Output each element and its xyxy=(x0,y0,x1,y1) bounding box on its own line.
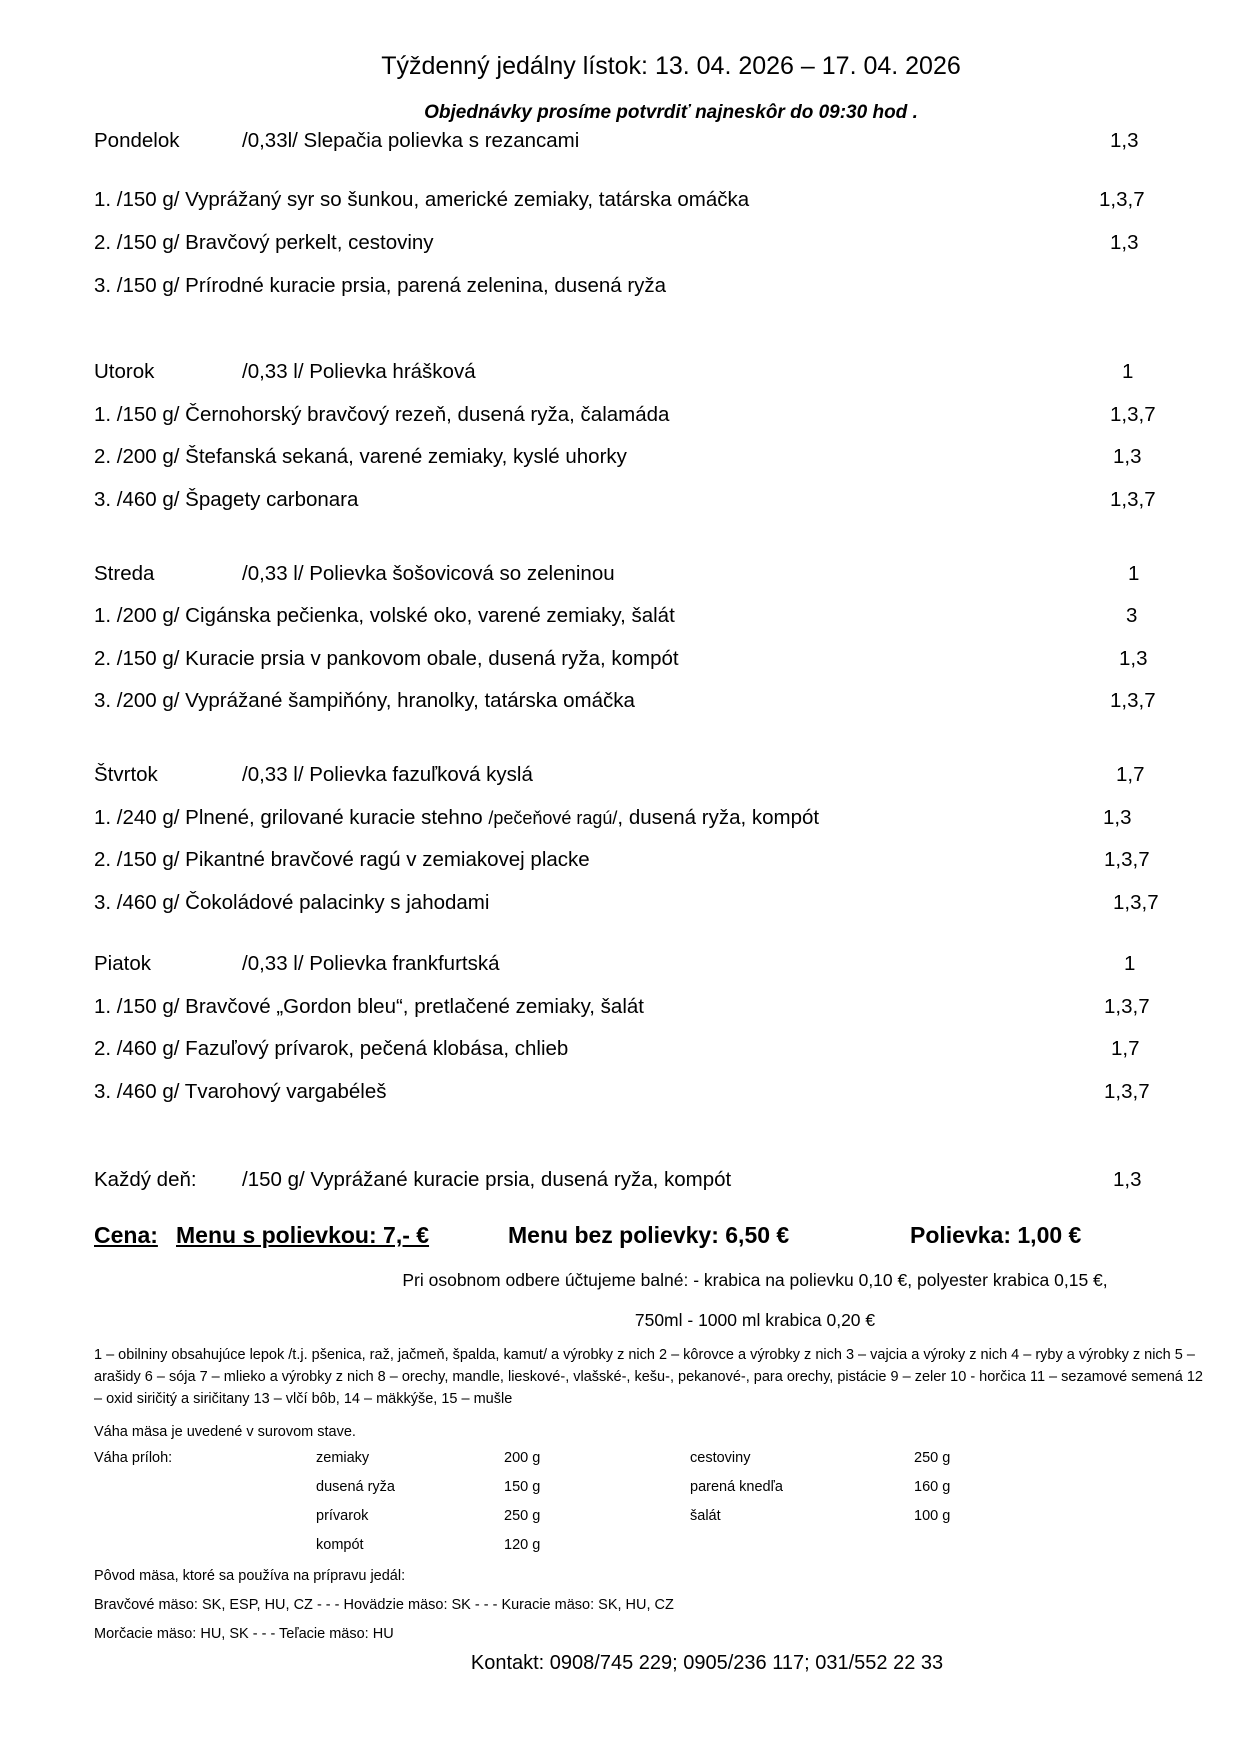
side-weight: 250 g xyxy=(914,1450,951,1466)
menu-item-text: 2. /150 g/ Pikantné bravčové ragú v zemiakovej placke xyxy=(94,848,590,871)
day-row-thursday xyxy=(0,760,1242,790)
side-weight: 120 g xyxy=(504,1537,541,1553)
menu-item-text-rest: , dusená ryža, kompót xyxy=(617,806,820,829)
price-soup: Polievka: 1,00 € xyxy=(910,1222,1082,1248)
menu-item-row xyxy=(0,1034,1242,1064)
menu-item-allergens: 1,3,7 xyxy=(1110,488,1156,511)
everyday-text: /150 g/ Vyprážané kuracie prsia, dusená ryža, kompót xyxy=(242,1168,732,1191)
allergens-legend: 1 – obilniny obsahujúce lepok /t.j. pšenica, raž, jačmeň, špalda, kamut/ a výrobky z nich 2 – kôrovce a výrobky z nich 3 – vajcia a výroky z nich 4 – ryby a výrobky z nich 5 – arašidy 6 – sója 7 – mlieko a výrobky z nich 8 – orechy, mandle, lieskové-, vlašské-, kešu-, pekanové-, para orechy, pistácie 9 – zeler 10 - horčica 11 – sezamové semená 12 – oxid siričitý a siričitany 13 – vlčí bôb, 14 – mäkkýše, 15 – mušle xyxy=(94,1347,1203,1407)
packaging-note-line1: Pri osobnom odbere účtujeme balné: - krabica na polievku 0,10 €, polyester krabica 0,15 €, xyxy=(402,1270,1108,1290)
page-title: Týždenný jedálny lístok: 13. 04. 2026 – 17. 04. 2026 xyxy=(381,52,961,80)
soup-allergens: 1 xyxy=(1122,360,1134,383)
menu-item-allergens: 1,3 xyxy=(1110,231,1139,254)
menu-item-allergens: 3 xyxy=(1126,604,1138,627)
menu-item-row xyxy=(0,442,1242,472)
day-name: Piatok xyxy=(94,952,151,975)
menu-item-allergens: 1,3,7 xyxy=(1099,188,1145,211)
side-weight: 160 g xyxy=(914,1479,951,1495)
side-weight: 200 g xyxy=(504,1450,541,1466)
meat-origin-line2: Morčacie mäso: HU, SK - - - Teľacie mäso: HU xyxy=(94,1626,394,1642)
meat-origin-line1: Bravčové mäso: SK, ESP, HU, CZ - - - Hovädzie mäso: SK - - - Kuracie mäso: SK, HU, CZ xyxy=(94,1597,674,1613)
menu-item-row xyxy=(0,888,1242,918)
soup-allergens: 1,3 xyxy=(1110,129,1139,152)
side-weight: 100 g xyxy=(914,1508,951,1524)
soup-text: /0,33l/ Slepačia polievka s rezancami xyxy=(242,129,580,152)
meat-weight-note: Váha mäsa je uvedené v surovom stave. xyxy=(94,1424,356,1440)
soup-allergens: 1 xyxy=(1128,562,1140,585)
packaging-note-line2: 750ml - 1000 ml krabica 0,20 € xyxy=(634,1310,876,1330)
meat-origin-title: Pôvod mäsa, ktoré sa používa na prípravu jedál: xyxy=(94,1568,406,1584)
menu-item-text-sauce: /pečeňové ragú/ xyxy=(488,808,618,828)
menu-item-row xyxy=(0,992,1242,1022)
menu-item-row xyxy=(0,803,1242,833)
menu-item-row xyxy=(0,485,1242,515)
side-weight: 150 g xyxy=(504,1479,541,1495)
menu-item-row xyxy=(0,845,1242,875)
side-name: cestoviny xyxy=(690,1450,751,1466)
menu-item-text: 3. /460 g/ Tvarohový vargabéleš xyxy=(94,1080,387,1103)
day-row-tuesday xyxy=(0,357,1242,387)
menu-item-row xyxy=(0,228,1242,258)
price-label: Cena: xyxy=(94,1222,158,1248)
day-name: Streda xyxy=(94,562,155,585)
soup-allergens: 1 xyxy=(1124,952,1136,975)
menu-item-text: 1. /200 g/ Cigánska pečienka, volské oko, varené zemiaky, šalát xyxy=(94,604,675,627)
everyday-label: Každý deň: xyxy=(94,1168,197,1191)
soup-text: /0,33 l/ Polievka fazuľková kyslá xyxy=(242,763,533,786)
menu-item-row xyxy=(0,644,1242,674)
soup-text: /0,33 l/ Polievka hrášková xyxy=(242,360,476,383)
day-row-wednesday xyxy=(0,559,1242,589)
menu-item-row xyxy=(0,1077,1242,1107)
menu-item-allergens: 1,3,7 xyxy=(1104,848,1150,871)
menu-item-text xyxy=(94,803,819,833)
side-name: parená knedľa xyxy=(690,1479,783,1495)
order-deadline-note: Objednávky prosíme potvrdiť najneskôr do 09:30 hod . xyxy=(424,102,918,123)
side-name: šalát xyxy=(690,1508,721,1524)
soup-text: /0,33 l/ Polievka frankfurtská xyxy=(242,952,500,975)
menu-item-allergens: 1,3,7 xyxy=(1104,995,1150,1018)
menu-item-allergens: 1,7 xyxy=(1111,1037,1140,1060)
menu-item-text: 2. /200 g/ Štefanská sekaná, varené zemiaky, kyslé uhorky xyxy=(94,445,627,468)
menu-item-text: 3. /150 g/ Prírodné kuracie prsia, parená zelenina, dusená ryža xyxy=(94,274,667,297)
menu-item-text: 1. /150 g/ Černohorský bravčový rezeň, dusená ryža, čalamáda xyxy=(94,403,670,426)
menu-item-text: 2. /150 g/ Bravčový perkelt, cestoviny xyxy=(94,231,434,254)
menu-item-allergens: 1,3,7 xyxy=(1110,689,1156,712)
menu-item-allergens: 1,3 xyxy=(1103,806,1132,829)
menu-item-allergens: 1,3,7 xyxy=(1113,891,1159,914)
menu-item-text: 3. /200 g/ Vyprážané šampiňóny, hranolky, tatárska omáčka xyxy=(94,689,635,712)
menu-item-allergens: 1,3,7 xyxy=(1104,1080,1150,1103)
side-name: zemiaky xyxy=(316,1450,370,1466)
day-name: Utorok xyxy=(94,360,155,383)
day-name: Pondelok xyxy=(94,129,180,152)
price-menu-without-soup: Menu bez polievky: 6,50 € xyxy=(508,1222,790,1248)
day-name: Štvrtok xyxy=(94,763,158,786)
menu-item-text: 1. /150 g/ Vyprážaný syr so šunkou, americké zemiaky, tatárska omáčka xyxy=(94,188,750,211)
side-name: kompót xyxy=(316,1537,364,1553)
side-weights-label: Váha príloh: xyxy=(94,1450,173,1466)
price-menu-with-soup: Menu s polievkou: 7,- € xyxy=(176,1222,430,1248)
everyday-allergens: 1,3 xyxy=(1113,1168,1142,1191)
menu-item-row xyxy=(0,601,1242,631)
menu-item-row xyxy=(0,271,1242,301)
menu-item-allergens: 1,3 xyxy=(1113,445,1142,468)
menu-item-row xyxy=(0,686,1242,716)
menu-item-row xyxy=(0,185,1242,215)
soup-allergens: 1,7 xyxy=(1116,763,1145,786)
side-weight: 250 g xyxy=(504,1508,541,1524)
everyday-row xyxy=(0,1165,1242,1195)
menu-item-text: 1. /150 g/ Bravčové „Gordon bleu“, pretlačené zemiaky, šalát xyxy=(94,995,644,1018)
menu-item-text: 3. /460 g/ Čokoládové palacinky s jahodami xyxy=(94,891,490,914)
soup-text: /0,33 l/ Polievka šošovicová so zeleninou xyxy=(242,562,615,585)
menu-item-text: 3. /460 g/ Špagety carbonara xyxy=(94,488,359,511)
menu-item-row xyxy=(0,400,1242,430)
menu-item-text-main: 1. /240 g/ Plnené, grilované kuracie stehno xyxy=(94,806,489,829)
menu-item-text: 2. /150 g/ Kuracie prsia v pankovom obale, dusená ryža, kompót xyxy=(94,647,679,670)
contact-info: Kontakt: 0908/745 229; 0905/236 117; 031/552 22 33 xyxy=(470,1652,944,1674)
menu-item-allergens: 1,3 xyxy=(1119,647,1148,670)
day-row-monday xyxy=(0,126,1242,156)
day-row-friday xyxy=(0,949,1242,979)
side-name: prívarok xyxy=(316,1508,369,1524)
side-name: dusená ryža xyxy=(316,1479,395,1495)
menu-item-allergens: 1,3,7 xyxy=(1110,403,1156,426)
menu-item-text: 2. /460 g/ Fazuľový prívarok, pečená klobása, chlieb xyxy=(94,1037,569,1060)
